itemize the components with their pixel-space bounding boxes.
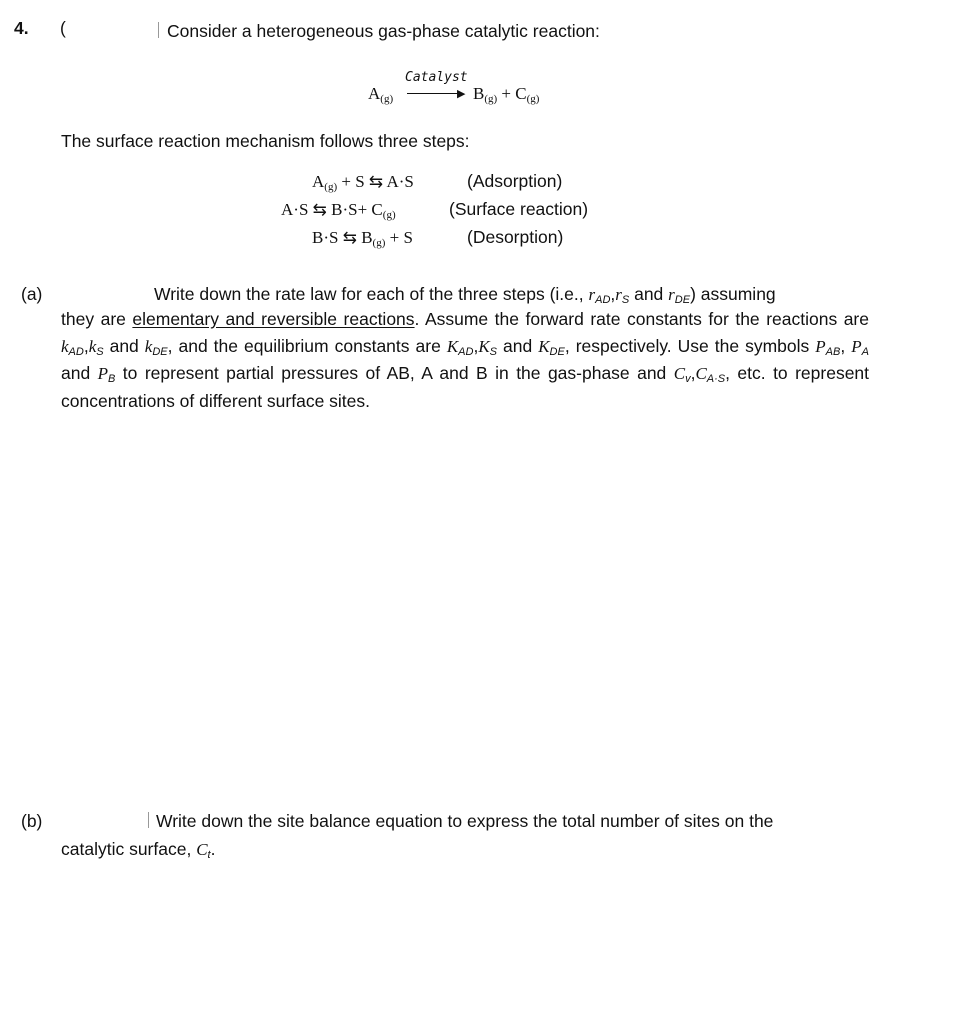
arrowhead-icon: ▶ <box>457 87 466 100</box>
step-desorption-equation: B·S ⇆ $B_{(g)} + S$ <box>312 228 413 249</box>
part-b-line-2: catalytic surface, $C_t$. <box>61 839 216 861</box>
part-b-line-1: Write down the site balance equation to express the total number of sites on the <box>156 811 774 831</box>
mechanism-intro: The surface reaction mechanism follows three steps: <box>61 131 470 151</box>
overall-reactant: $A_{(g)}$ <box>368 84 394 105</box>
step-desorption-label: (Desorption) <box>467 227 564 247</box>
text-cursor-mark <box>148 812 149 828</box>
step-surface-label: (Surface reaction) <box>449 199 589 219</box>
part-a-line-1: Write down the rate law for each of the three steps (i.e., $r_{AD},r_S$ and $r_{DE}$) assuming <box>154 284 776 306</box>
reaction-arrow <box>407 93 461 94</box>
text-cursor-mark <box>158 22 159 38</box>
underlined-phrase: elementary and reversible reactions <box>132 309 415 329</box>
overall-products: $B_{(g)} + C_{(g)}$ <box>473 84 540 105</box>
question-paren: ( <box>60 18 66 38</box>
part-b-label: (b) <box>21 811 43 831</box>
catalyst-label: Catalyst <box>405 70 468 85</box>
step-surface-equation: A·S ⇆ $B\cdot S+ C_{(g)}$ <box>281 200 396 221</box>
part-a-label: (a) <box>21 284 43 304</box>
step-adsorption-label: (Adsorption) <box>467 171 563 191</box>
step-adsorption-equation: $A_{(g)} + S$ ⇆ A·S <box>312 172 414 193</box>
part-a-body: they are elementary and reversible reactions. Assume the forward rate constants for the reactions are $k_{AD},k_S$ and $k_{DE}$, and the equilibrium constants are $K_{AD},K_S$ and $K_{DE}$, respectively. Use the symbols $P_{AB}$, $P_A$ and $P_B$ to represent partial pressures of AB, A and B in the gas-phase and $C_v,C_{A\cdot S}$, etc. to represent concentrations of different surface sites. <box>61 309 870 411</box>
question-intro: Consider a heterogeneous gas-phase catalytic reaction: <box>167 21 600 41</box>
question-number: 4. <box>14 18 29 38</box>
